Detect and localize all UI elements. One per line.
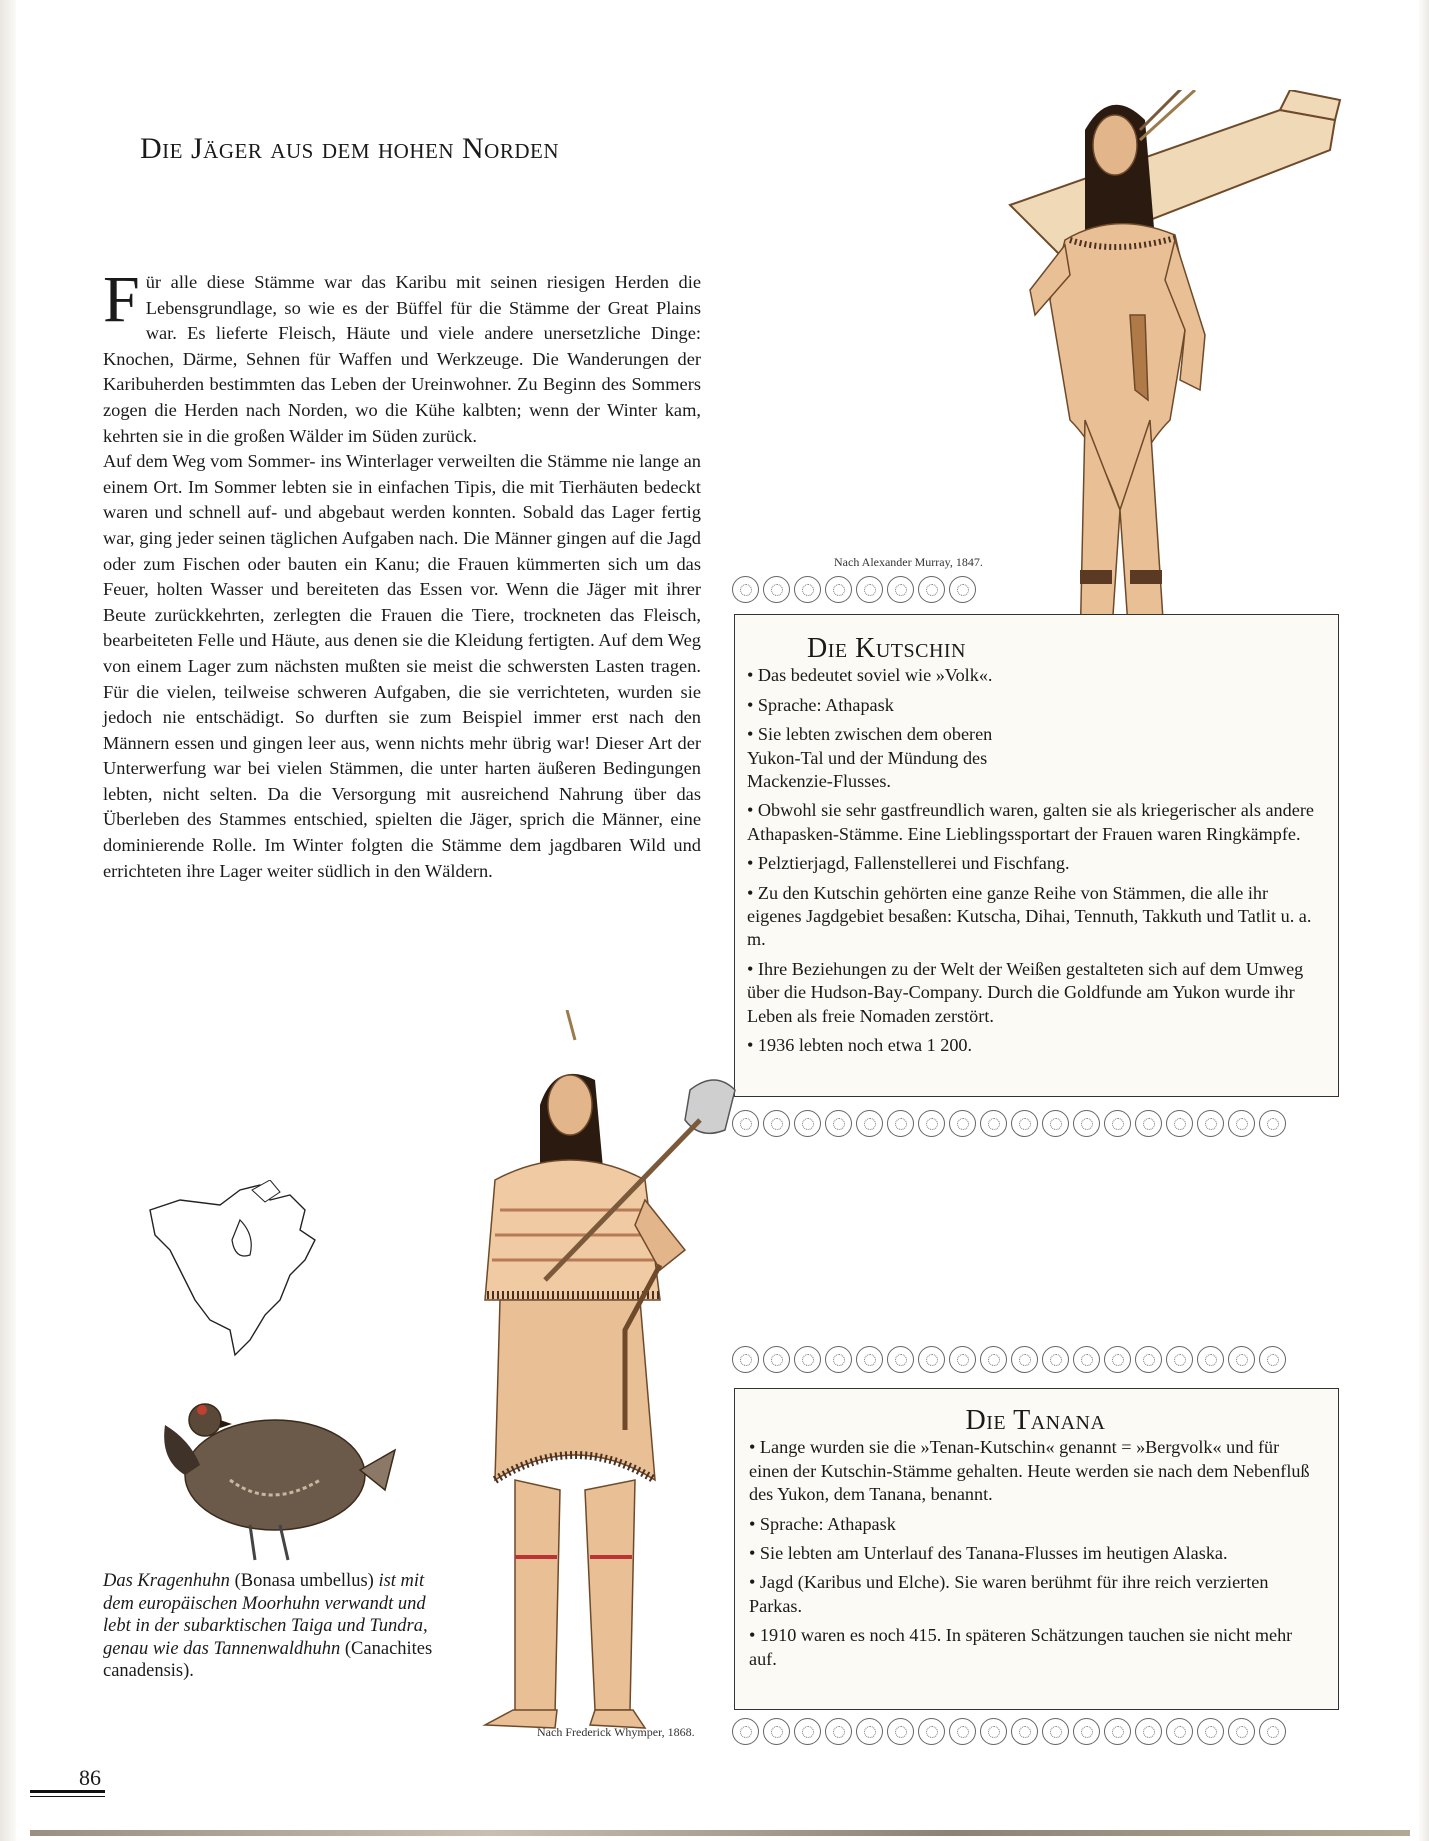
- grouse-caption-part: Das Kragenhuhn: [103, 1571, 230, 1591]
- ornament-medallion: [1197, 1110, 1224, 1137]
- kutschin-bullet: • Das bedeutet soviel wie »Volk«.: [747, 664, 1322, 687]
- ornament-medallion: [1166, 1110, 1193, 1137]
- ornament-medallion: [949, 1110, 976, 1137]
- page-left-edge: [0, 0, 16, 1841]
- ornament-medallion: [825, 1110, 852, 1137]
- kutschin-heading: Die Kutschin: [807, 633, 966, 664]
- ornament-medallion: [918, 1110, 945, 1137]
- ornament-medallion: [1042, 1110, 1069, 1137]
- ornament-medallion: [1228, 1110, 1255, 1137]
- ornament-medallion: [1166, 1718, 1193, 1745]
- kutschin-bullet: • Zu den Kutschin gehörten eine ganze Reihe von Stämmen, die alle ihr eigenes Jagdgebiet besaßen: Kutscha, Dihai, Tennuth, Takkuth und Tatlit u. a. m.: [747, 882, 1322, 952]
- ornament-medallion: [1042, 1346, 1069, 1373]
- ornament-medallion: [1166, 1346, 1193, 1373]
- kutschin-info-box: [734, 614, 1339, 1097]
- kutschin-bullet: • Pelztierjagd, Fallenstellerei und Fischfang.: [747, 852, 1322, 875]
- ornament-medallion: [980, 1718, 1007, 1745]
- ornament-medallion: [794, 576, 821, 603]
- ornament-medallion: [1011, 1718, 1038, 1745]
- tanana-bullet: • Lange wurden sie die »Tenan-Kutschin« genannt = »Bergvolk« und für einen der Kutschin-Stämme gehalten. Heute werden sie nach dem Nebenfluß des Yukon, dem Tanana, benannt.: [749, 1436, 1322, 1506]
- ornament-medallion: [825, 576, 852, 603]
- ornament-medallion: [949, 576, 976, 603]
- ornament-medallion: [949, 1346, 976, 1373]
- north-america-map: [140, 1180, 340, 1365]
- tanana-illustration-credit: Nach Frederick Whymper, 1868.: [537, 1725, 695, 1739]
- grouse-caption-part: ist mit dem europäischen Moorhuhn verwandt und lebt in der subarktischen Taiga und Tundra, genau wie das Tannenwaldhuhn: [103, 1571, 428, 1659]
- page-title: Die Jäger aus dem hohen Norden: [140, 132, 559, 165]
- kutschin-bullet: • Obwohl sie sehr gastfreundlich waren, galten sie als kriegerischer als andere Athapasken-Stämme. Eine Lieblingssportart der Frauen waren Ringkämpfe.: [747, 799, 1322, 846]
- page-number: 86: [79, 1765, 101, 1790]
- ornament-medallion: [949, 1718, 976, 1745]
- ornament-medallion: [1228, 1346, 1255, 1373]
- ornament-medallion: [856, 1346, 883, 1373]
- tanana-info-box: [734, 1388, 1339, 1710]
- ornament-medallion: [1073, 1110, 1100, 1137]
- ornament-medallion: [1011, 1110, 1038, 1137]
- ornament-medallion: [918, 576, 945, 603]
- grouse-caption-part: (Bonasa umbellus): [229, 1571, 379, 1591]
- paragraph-1-text: ür alle diese Stämme war das Karibu mit seinen riesigen Herden die Lebensgrundlage, so wie es der Büffel für die Stämme der Great Plains war. Es lieferte Fleisch, Häute und viele andere unersetzliche Dinge: Knochen, Därme, Sehnen für Waffen und Werkzeuge. Die Wanderungen der Karibuherden bestimmten das Leben der Ureinwohner. Zu Beginn des Sommers zogen die Herden nach Norden, wo die Kühe kalbten; wenn der Winter kam, kehrten sie in die großen Wälder im Süden zurück.: [103, 272, 701, 446]
- ornament-medallion: [1135, 1718, 1162, 1745]
- grouse-caption: [103, 1570, 433, 1683]
- ornament-medallion: [1073, 1718, 1100, 1745]
- paragraph-2: Auf dem Weg vom Sommer- ins Winterlager verweilten die Stämme nie lange an einem Ort. Im Sommer lebten sie in einfachen Tipis, die mit Tierhäuten bedeckt waren und schnell auf- und abgebaut werden konnten. Sobald das Lager fertig war, ging jeder seinen täglichen Aufgaben nach. Die Männer gingen auf die Jagd oder zum Fischen oder bauten ein Kanu; die Frauen kümmerten sich um das Feuer, holten Wasser und bereiteten das Essen vor. Wenn die Jäger mit ihrer Beute zurückkehrten, zerlegten die Frauen die Tiere, trockneten das Fleisch, bearbeiteten Felle und Häute, aus denen sie die Kleidung fertigten. Auf dem Weg von einem Lager zum nächsten mußten sie meist die schwersten Lasten tragen. Für die vielen, teilweise schweren Aufgaben, die sie verrichteten, wurden sie jedoch nie entschädigt. So durften sie zum Beispiel immer erst nach den Männern essen und gingen leer aus, wenn nichts mehr übrig war! Dieser Art der Unterwerfung war bei vielen Stämmen, die unter harten äußeren Bedingungen lebten, nicht selten. Da die Versorgung mit ausreichend Nahrung über das Überleben des Stammes entschied, spielten die Jäger, sprich die Männer, eine dominierende Rolle. Im Winter folgten die Stämme dem jagdbaren Wild und errichteten ihre Lager weiter südlich in den Wäldern.: [103, 451, 701, 881]
- ornament-medallion: [918, 1346, 945, 1373]
- ornament-medallion: [1042, 1718, 1069, 1745]
- ornament-row-tanana-top: [732, 1346, 1286, 1374]
- ornament-medallion: [732, 1346, 759, 1373]
- ornament-medallion: [825, 1346, 852, 1373]
- ornament-row-kutschin-bottom: [732, 1110, 1286, 1138]
- grouse-caption-part: (Canachites canadensis).: [103, 1638, 433, 1681]
- page-right-edge: [1419, 0, 1429, 1841]
- ornament-medallion: [1259, 1110, 1286, 1137]
- ornament-medallion: [887, 576, 914, 603]
- ornament-medallion: [856, 1110, 883, 1137]
- ornament-medallion: [856, 576, 883, 603]
- ornament-medallion: [732, 1718, 759, 1745]
- ornament-medallion: [1259, 1346, 1286, 1373]
- main-text: [103, 263, 701, 884]
- tanana-bullet: • Jagd (Karibus und Elche). Sie waren berühmt für ihre reich verzierten Parkas.: [749, 1571, 1322, 1618]
- ornament-medallion: [980, 1110, 1007, 1137]
- tanana-bullet: • 1910 waren es noch 415. In späteren Schätzungen tauchen sie nicht mehr auf.: [749, 1624, 1322, 1671]
- ornament-medallion: [887, 1346, 914, 1373]
- kutschin-bullet: • Ihre Beziehungen zu der Welt der Weißen gestalteten sich auf dem Umweg über die Hudson-Bay-Company. Durch die Goldfunde am Yukon wurde ihr Leben als freie Nomaden zerstört.: [747, 958, 1322, 1028]
- ornament-medallion: [887, 1110, 914, 1137]
- ornament-medallion: [1011, 1346, 1038, 1373]
- ruffed-grouse-illustration: [160, 1380, 400, 1570]
- ornament-medallion: [794, 1718, 821, 1745]
- kutschin-bullet: • Sprache: Athapask: [747, 694, 1322, 717]
- kutschin-bullet: • 1936 lebten noch etwa 1 200.: [747, 1034, 1322, 1057]
- ornament-medallion: [1197, 1346, 1224, 1373]
- ornament-medallion: [1104, 1718, 1131, 1745]
- kutschin-illustration-credit: Nach Alexander Murray, 1847.: [834, 555, 983, 569]
- ornament-medallion: [794, 1346, 821, 1373]
- ornament-medallion: [1073, 1346, 1100, 1373]
- ornament-row-tanana-bottom: [732, 1718, 1286, 1746]
- ornament-medallion: [887, 1718, 914, 1745]
- footer-rule-thin: [30, 1796, 105, 1797]
- kutschin-bullet: • Sie lebten zwischen dem oberen Yukon-Tal und der Mündung des Mackenzie-Flusses.: [747, 723, 1017, 793]
- footer-rule: [30, 1790, 105, 1793]
- ornament-medallion: [918, 1718, 945, 1745]
- ornament-medallion: [1259, 1718, 1286, 1745]
- paragraph-1: [103, 263, 701, 449]
- tanana-bullet: • Sie lebten am Unterlauf des Tanana-Flusses im heutigen Alaska.: [749, 1542, 1322, 1565]
- ornament-medallion: [794, 1110, 821, 1137]
- ornament-medallion: [856, 1718, 883, 1745]
- ornament-medallion: [825, 1718, 852, 1745]
- ornament-medallion: [1135, 1110, 1162, 1137]
- ornament-medallion: [1104, 1110, 1131, 1137]
- tanana-heading: Die Tanana: [965, 1405, 1106, 1436]
- ornament-medallion: [1197, 1718, 1224, 1745]
- tanana-bullet: • Sprache: Athapask: [749, 1513, 1322, 1536]
- dropcap: F: [103, 263, 140, 336]
- ornament-medallion: [1228, 1718, 1255, 1745]
- ornament-medallion: [763, 576, 790, 603]
- bottom-edge-strip: [30, 1830, 1410, 1836]
- ornament-medallion: [1104, 1346, 1131, 1373]
- ornament-medallion: [1135, 1346, 1162, 1373]
- ornament-medallion: [763, 1346, 790, 1373]
- ornament-medallion: [732, 576, 759, 603]
- ornament-medallion: [980, 1346, 1007, 1373]
- ornament-row-kutschin-top: [732, 576, 976, 604]
- ornament-medallion: [763, 1718, 790, 1745]
